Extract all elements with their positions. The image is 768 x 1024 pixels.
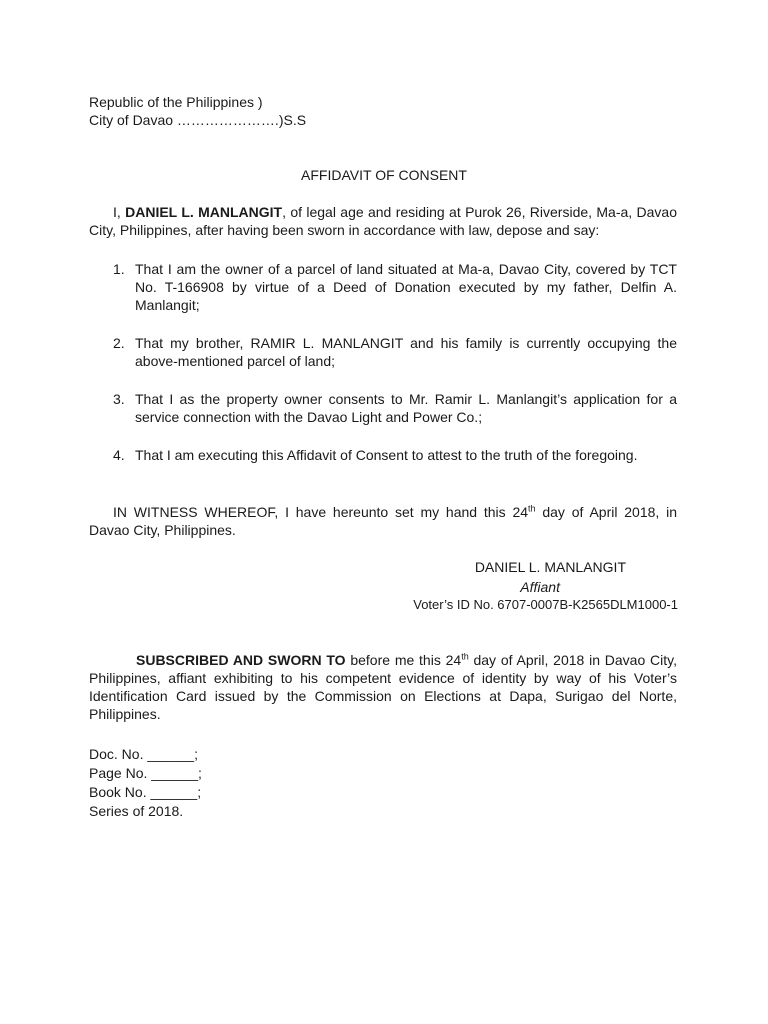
jurat-ordinal: th [461, 651, 469, 662]
series-year: Series of 2018. [89, 803, 184, 819]
list-item-number: 3. [113, 391, 125, 407]
list-item-number: 1. [113, 261, 125, 277]
signature-name: DANIEL L. MANLANGIT [474, 559, 626, 575]
intro-prefix: I, [113, 204, 126, 220]
jurat-bold: SUBSCRIBED AND SWORN TO [136, 652, 346, 668]
list-item-text: That my brother, RAMIR L. MANLANGIT and his family is currently occupying the above-mentioned parcel of land; [135, 335, 677, 369]
header-city: City of Davao ………………….)S.S [89, 112, 307, 128]
intro-text: , of legal age and residing at Purok 26, Riverside, Ma-a, Davao City, Philippines, after having been sworn in accordance with law, depose and say: [89, 204, 677, 238]
header-republic: Republic of the Philippines ) [89, 94, 263, 110]
list-item-text: That I am the owner of a parcel of land situated at Ma-a, Davao City, covered by TCT No. T-166908 by virtue of a Deed of Donation executed by my father, Delfin A. Manlangit; [135, 261, 677, 313]
list-item-number: 2. [113, 335, 125, 351]
book-number: Book No. ______; [89, 784, 202, 800]
jurat-paragraph [89, 651, 677, 723]
list-item-number: 4. [113, 447, 125, 463]
witness-after: day of April 2018, in Davao City, Philippines. [89, 504, 677, 538]
intro-affiant-name: DANIEL L. MANLANGIT [125, 204, 283, 220]
witness-ordinal: th [528, 503, 536, 514]
page-number: Page No. ______; [89, 765, 202, 781]
list-item-text: That I as the property owner consents to Mr. Ramir L. Manlangit’s application for a service connection with the Davao Light and Power Co.; [135, 391, 677, 425]
voter-id: Voter’s ID No. 6707-0007B-K2565DLM1000-1 [413, 597, 678, 612]
doc-number: Doc. No. ______; [89, 746, 198, 762]
signature-role: Affiant [520, 579, 560, 595]
document-title: AFFIDAVIT OF CONSENT [301, 167, 467, 183]
intro-paragraph [89, 203, 677, 239]
jurat-after: day of April, 2018 in Davao City, Philippines, affiant exhibiting to his competent evidence of identity by way of his Voter’s Identification Card issued by the Commission on Elections at Dapa, Surigao del Norte, Philippines. [89, 652, 677, 722]
list-item-text: That I am executing this Affidavit of Consent to attest to the truth of the foregoing. [135, 447, 638, 463]
witness-paragraph [89, 503, 677, 539]
jurat-before: before me this 24 [345, 652, 462, 668]
witness-before: IN WITNESS WHEREOF, I have hereunto set my hand this 24 [113, 504, 529, 520]
